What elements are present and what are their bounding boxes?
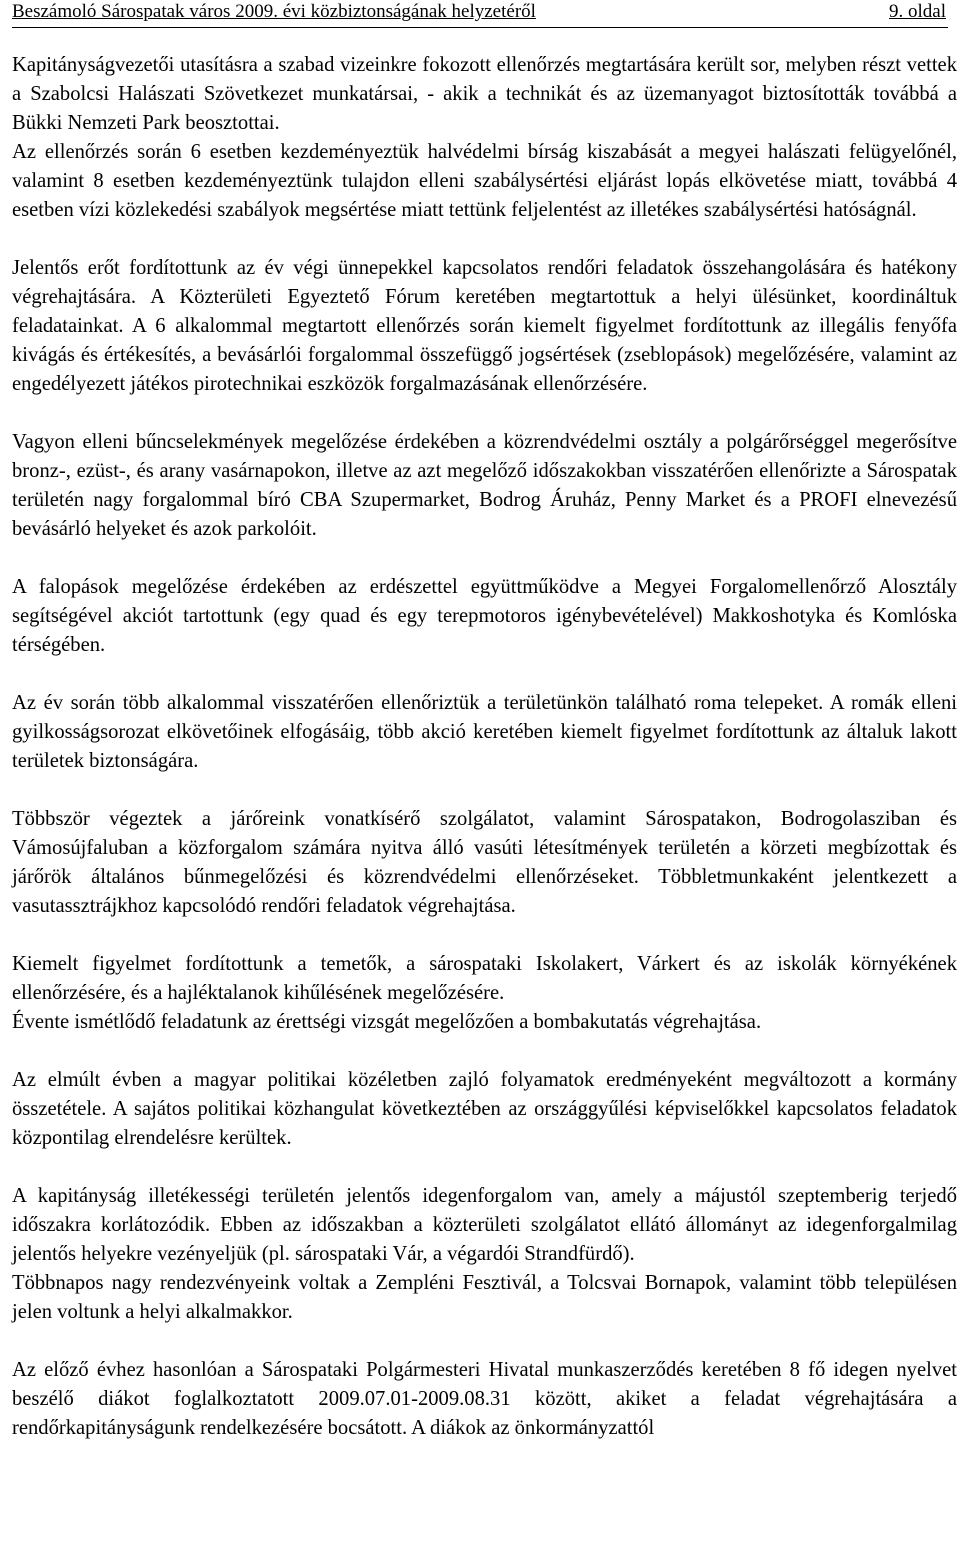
page-header: [12, 0, 948, 28]
paragraph: Jelentős erőt fordítottunk az év végi ünnepekkel kapcsolatos rendőri feladatok összehangolására és hatékony végrehajtására. A Közterületi Egyeztető Fórum keretében megtartottuk a helyi ülésünket, koordináltuk feladatainkat. A 6 alkalommal megtartott ellenőrzés során kiemelt figyelmet fordítottunk az illegális fenyőfa kivágás és értékesítés, a bevásárlói forgalommal összefüggő jogsértések (zseblopások) megelőzésére, valamint az engedélyezett játékos pirotechnikai eszközök forgalmazásának ellenőrzésére.: [12, 257, 957, 395]
paragraph: Vagyon elleni bűncselekmények megelőzése érdekében a közrendvédelmi osztály a polgárőrséggel megerősítve bronz-, ezüst-, és arany vasárnapokon, illetve az azt megelőző időszakokban visszatérően ellenőrizte a Sárospatak területén nagy forgalommal bíró CBA Szupermarket, Bodrog Áruház, Penny Market és a PROFI elnevezésű bevásárló helyeket és azok parkolóit.: [12, 431, 957, 540]
paragraph: Az elmúlt évben a magyar politikai közéletben zajló folyamatok eredményeként megváltozott a kormány összetétele. A sajátos politikai közhangulat következtében az országgyűlési képviselőkkel kapcsolatos feladatok központilag elrendelésre kerültek.: [12, 1069, 957, 1149]
paragraph: Többnapos nagy rendezvényeink voltak a Zempléni Fesztivál, a Tolcsvai Bornapok, valamint több településen jelen voltunk a helyi alkalmakkor.: [12, 1272, 957, 1323]
paragraph: Kiemelt figyelmet fordítottunk a temetők, a sárospataki Iskolakert, Várkert és az iskolák környékének ellenőrzésére, és a hajléktalanok kihűlésének megelőzésére.: [12, 953, 957, 1004]
paragraph: Kapitányságvezetői utasításra a szabad vizeinkre fokozott ellenőrzés megtartására került sor, melyben részt vettek a Szabolcsi Halászati Szövetkezet munkatársai, - akik a technikát és az üzemanyagot biztosították továbbá a Bükki Nemzeti Park beosztottai.: [12, 54, 957, 134]
paragraph: A kapitányság illetékességi területén jelentős idegenforgalom van, amely a májustól szeptemberig terjedő időszakra korlátozódik. Ebben az időszakban a közterületi szolgálatot ellátó állományt az idegenforgalmilag jelentős helyekre vezényeljük (pl. sárospataki Vár, a végardói Strandfürdő).: [12, 1185, 957, 1265]
paragraph: Az előző évhez hasonlóan a Sárospataki Polgármesteri Hivatal munkaszerződés keretében 8 fő idegen nyelvet beszélő diákot foglalkoztatott 2009.07.01-2009.08.31 között, akiket a feladat végrehajtására a rendőrkapitányságunk rendelkezésére bocsátott. A diákok az önkormányzattól: [12, 1359, 957, 1439]
page-number: 9. oldal: [889, 1, 946, 22]
paragraph: Az ellenőrzés során 6 esetben kezdeményeztük halvédelmi bírság kiszabását a megyei halászati felügyelőnél, valamint 8 esetben kezdeményeztünk tulajdon elleni szabálysértési eljárást lopás elkövetése miatt, továbbá 4 esetben vízi közlekedési szabályok megsértése miatt tettünk feljelentést az illetékes szabálysértési hatóságnál.: [12, 141, 957, 221]
paragraph: Évente ismétlődő feladatunk az érettségi vizsgát megelőzően a bombakutatás végrehajtása.: [12, 1011, 762, 1033]
document-body: [12, 51, 957, 1443]
paragraph: Az év során több alkalommal visszatérően ellenőriztük a területünkön található roma telepeket. A romák elleni gyilkosságsorozat elkövetőinek elfogásáig, több akció keretében kiemelt figyelmet fordítottunk az általuk lakott területek biztonságára.: [12, 692, 957, 772]
paragraph: A falopások megelőzése érdekében az erdészettel együttműködve a Megyei Forgalomellenőrző Alosztály segítségével akciót tartottunk (egy quad és egy terepmotoros igénybevételével) Makkoshotyka és Komlóska térségében.: [12, 576, 957, 656]
paragraph: Többször végeztek a járőreink vonatkísérő szolgálatot, valamint Sárospatakon, Bodrogolasziban és Vámosújfaluban a közforgalom számára nyitva álló vasúti létesítmények területén a körzeti megbízottak és járőrök általános bűnmegelőzési és közrendvédelmi ellenőrzéseket. Többletmunkaként jelentkezett a vasutassztrájkhoz kapcsolódó rendőri feladatok végrehajtása.: [12, 808, 957, 917]
header-title: Beszámoló Sárospatak város 2009. évi közbiztonságának helyzetéről: [12, 1, 536, 22]
